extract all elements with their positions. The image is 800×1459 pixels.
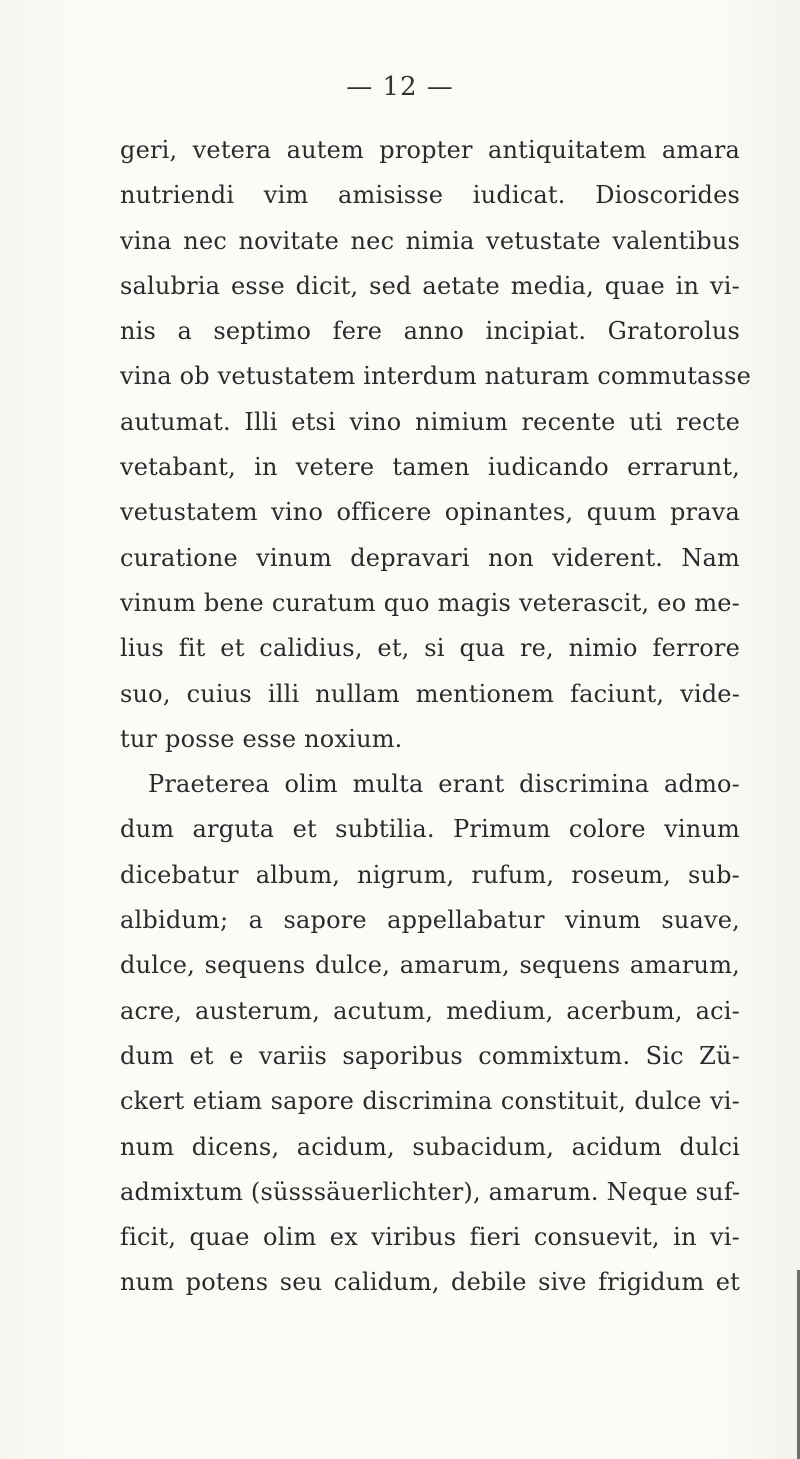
text-line-19: dulce, sequens dulce, amarum, sequens amarum, [120, 951, 740, 980]
text-line-3: vina nec novitate nec nimia vetustate valentibus [120, 226, 740, 255]
text-line-15: Praeterea olim multa erant discrimina admo- [148, 770, 740, 799]
text-line-22: ckert etiam sapore discrimina constituit, dulce vi- [120, 1087, 740, 1116]
text-line-12: lius fit et calidius, et, si qua re, nimio ferrore [120, 634, 740, 663]
text-line-21: dum et e variis saporibus commixtum. Sic Zü- [120, 1041, 740, 1070]
text-line-17: dicebatur album, nigrum, rufum, roseum, sub- [120, 860, 740, 889]
text-line-11: vinum bene curatum quo magis veterascit, eo me- [120, 588, 740, 617]
text-line-23: num dicens, acidum, subacidum, acidum dulci [120, 1132, 740, 1161]
text-line-1: geri, vetera autem propter antiquitatem amara [120, 136, 740, 164]
page-number-header: — 12 — [346, 72, 454, 102]
text-line-9: vetustatem vino officere opinantes, quum prava [120, 498, 740, 527]
text-line-20: acre, austerum, acutum, medium, acerbum, aci- [120, 996, 740, 1025]
text-line-16: dum arguta et subtilia. Primum colore vinum [120, 815, 740, 844]
text-line-7: autumat. Illi etsi vino nimium recente uti recte [120, 407, 740, 436]
text-line-5: nis a septimo fere anno incipiat. Gratorolus [120, 317, 740, 346]
text-line-26: num potens seu calidum, debile sive frigidum et [120, 1268, 740, 1297]
text-line-8: vetabant, in vetere tamen iudicando errarunt, [120, 453, 740, 482]
text-line-6: vina ob vetustatem interdum naturam commutasse [120, 362, 751, 391]
text-line-13: suo, cuius illi nullam mentionem faciunt, vide- [120, 679, 740, 708]
text-line-18: albidum; a sapore appellabatur vinum suave, [120, 906, 740, 935]
text-line-10: curatione vinum depravari non viderent. Nam [120, 543, 740, 572]
body-text [120, 128, 751, 1306]
text-line-14: tur posse esse noxium. [120, 724, 403, 753]
text-line-24: admixtum (süsssäuerlichter), amarum. Neque suf- [120, 1177, 741, 1206]
text-line-2: nutriendi vim amisisse iudicat. Dioscorides [120, 181, 740, 210]
text-line-4: salubria esse dicit, sed aetate media, quae in vi- [120, 271, 740, 300]
text-line-25: ficit, quae olim ex viribus fieri consuevit, in vi- [120, 1223, 740, 1252]
